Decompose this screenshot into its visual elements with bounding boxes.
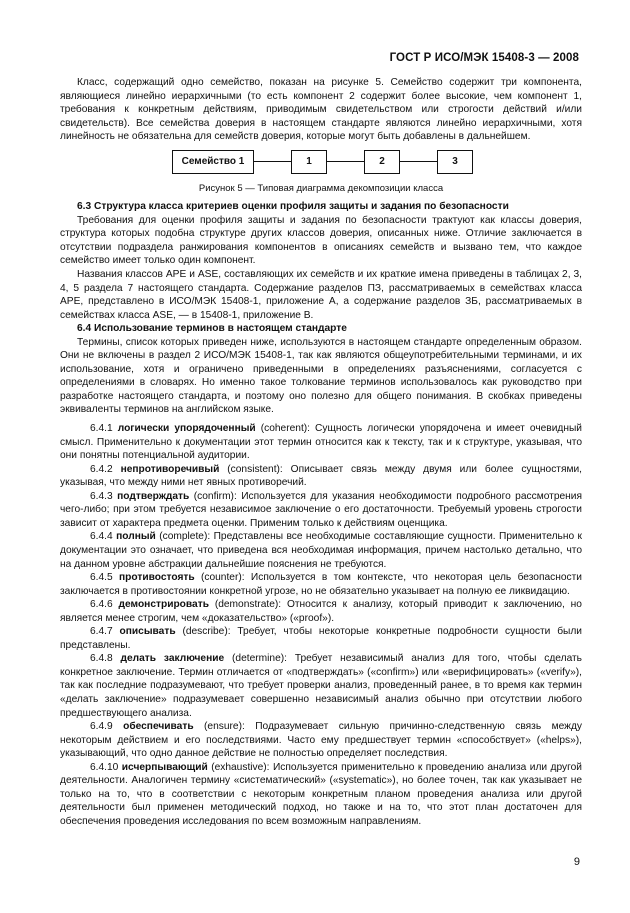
term-item: 6.4.2 непротиворечивый (consistent): Описывает связь между двумя или более сущностями, указывая, что между ними нет явных противоречий. — [60, 463, 582, 489]
page-number: 9 — [573, 856, 580, 868]
connector-line — [400, 161, 437, 163]
term-item: 6.4.4 полный (complete): Представлены все необходимые составляющие сущности. Применительно к документации это означает, что приведена вся необходимая информация, причем настолько детально, что на данном уровне абстракции дальнейшие пояснения не требуются. — [60, 531, 582, 570]
running-header: ГОСТ Р ИСО/МЭК 15408-3 — 2008 — [389, 52, 579, 64]
terms-list — [60, 422, 582, 828]
section-6-4-title: 6.4 Использование терминов в настоящем стандарте — [77, 323, 347, 335]
term-item: 6.4.5 противостоять (counter): Используется в том контексте, что некоторая цель безопасности заключается в противостоянии конкретной угрозе, но не обязательно указывает на полную ее ликвидацию. — [60, 572, 582, 597]
term-word: исчерпывающий — [121, 761, 208, 773]
section-6-4-paragraph: Термины, список которых приведен ниже, используются в настоящем стандарте определенным образом. Они не включены в раздел 2 ИСО/МЭК 15408-1, так как являются общеупотребительными терминами, и их использование, хотя и ограничено приведенными в определениях разъяснениями, согласуется с определениями в словарях. Но именно такое толкование терминов использовалось как руководство при разработке настоящего стандарта, и поэтому оно полезно для общего понимания. В скобках приведены эквиваленты терминов на английском языке. — [60, 336, 582, 416]
term-item: 6.4.7 описывать (describe): Требует, чтобы некоторые конкретные подробности сущности были представлены. — [60, 626, 582, 651]
component-2-box: 2 — [364, 150, 400, 174]
term-item: 6.4.3 подтверждать (confirm): Используется для указания необходимости подробного рассмотрения чего-либо; при этом требуется независимое заключение о его достаточности. Требуемый уровень строгости зависит от характера предмета оценки. Применим только к действиям оценщика. — [60, 490, 582, 529]
term-word: описывать — [119, 626, 176, 638]
term-item: 6.4.10 исчерпывающий (exhaustive): Используется применительно к проведению анализа или другой деятельности. Аналогичен термину «систематический» («systematic»), но более точен, так как указывает не только на то, что в соответствии с некоторым конкретным планом проведения анализа или другой деятельности был применен методический подход, но также и на то, что этот план достаточен для обеспечения проведения исследования по всем возможным направлениям. — [60, 761, 582, 827]
term-word: полный — [116, 531, 156, 543]
term-word: обеспечивать — [123, 721, 194, 733]
term-item: 6.4.8 делать заключение (determine): Требует независимый анализ для того, чтобы сделать конкретное заключение. Термин отличается от «подтверждать» («confirm») или «верифицировать» («verify»), так как последние подразумевают, что требует проверки анализ, проведенный ранее, в то время как термин «делать заключение» подразумевает совершенно независимый анализ обычно при отсутствии любого предшествующего анализа. — [60, 653, 582, 719]
decomposition-diagram — [60, 150, 582, 190]
section-6-3-paragraph-1: Требования для оценки профиля защиты и задания по безопасности трактуют как классы доверия, структура которых подобна структуре других классов доверия, описанных ниже. Отличие заключается в отсутствии подраздела ранжирования компонентов в описаниях семейств и вызвано тем, что каждое семейство имеет только один компонент. — [60, 214, 582, 267]
term-word: демонстрировать — [118, 599, 209, 611]
section-6-3-title: 6.3 Структура класса критериев оценки профиля защиты и задания по безопасности — [77, 201, 509, 213]
term-item: 6.4.1 логически упорядоченный (coherent): Сущность логически упорядочена и имеет очевидный смысл. Применительно к документации этот термин относится как к тексту, так и к структуре, указывая, что они понятны потенциальной аудитории. — [60, 423, 582, 462]
figure-caption: Рисунок 5 — Типовая диаграмма декомпозиции класса — [198, 182, 444, 194]
connector-line — [327, 161, 364, 163]
connector-line — [254, 161, 291, 163]
term-word: логически упорядоченный — [117, 423, 256, 435]
term-word: непротиворечивый — [120, 463, 220, 475]
term-word: делать заключение — [120, 653, 225, 665]
component-1-box: 1 — [291, 150, 327, 174]
family-box: Семейство 1 — [172, 150, 254, 174]
intro-paragraph: Класс, содержащий одно семейство, показан на рисунке 5. Семейство содержит три компонента, являющиеся линейно иерархичными (то есть компонент 2 содержит более высокие, чем компонент 1, требования к конкретным действиям, приводимым свидетельством или строгости действий и/или свидетельств). Все семейства доверия в настоящем стандарте являются линейно иерархичными, хотя линейность не обязательна для семейств доверия, которые могут быть добавлены в дальнейшем. — [60, 77, 582, 143]
term-word: противостоять — [119, 572, 195, 584]
term-item: 6.4.9 обеспечивать (ensure): Подразумевает сильную причинно-следственную связь между некоторым действием и его последствиями. Часто ему предшествует термин «способствует» («helps»), указывающий, что одно данное действие не полностью определяет последствия. — [60, 721, 582, 760]
section-6-3-paragraph-2: Названия классов APE и ASE, составляющих их семейств и их краткие имена приведены в таблицах 2, 3, 4, 5 раздела 7 настоящего стандарта. Содержание разделов ПЗ, рассматриваемых в семействах класса APE, представлено в ИСО/МЭК 15408-1, приложение А, а содержание разделов ЗБ, рассматриваемых в семействах класса ASE, — в 15408-1, приложение В. — [60, 269, 582, 321]
term-word: подтверждать — [117, 490, 190, 502]
term-item: 6.4.6 демонстрировать (demonstrate): Относится к анализу, который приводит к заключению, но является менее строгим, чем «доказательство» («proof»). — [60, 599, 582, 624]
page-body — [60, 76, 582, 828]
component-3-box: 3 — [437, 150, 473, 174]
